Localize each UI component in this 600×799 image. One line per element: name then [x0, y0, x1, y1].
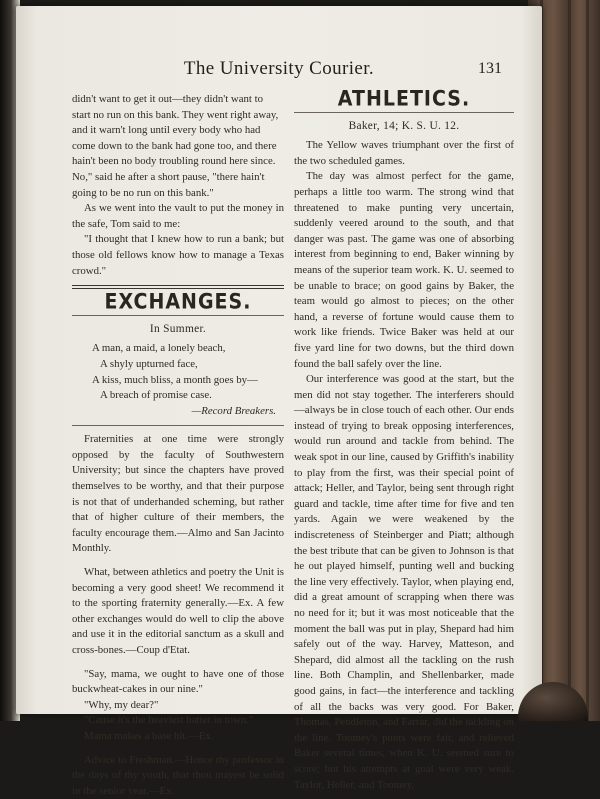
text-line: hain't been no body troubling round here since.	[72, 155, 276, 168]
text-line: No," said he after a short pause, "there hain't	[72, 170, 265, 183]
athletics-heading: ATHLETICS.	[337, 86, 471, 112]
athletics-paragraph: The day was almost perfect for the game, perhaps a little too warm. The strong wind that threatened to make punting very uncertain, suddenly veered around to the south, and that danger was past. The game was one of absorbing interest from beginning to end, Baker winning by means of the superior team work. K. U. seemed to be unable to brace; on good gains by Baker, the team would go almost to pieces; on the other hand, a reverse of fortune would cause them to work like friends. Twice Baker was held at our five yard line for two downs, but the third down found the ball safely over the line.	[294, 170, 514, 370]
text-line: start no run on this bank. They went right away,	[72, 108, 279, 121]
game-score-heading: Baker, 14; K. S. U. 12.	[348, 119, 460, 132]
poem-source: —Record Breakers.	[191, 404, 276, 417]
poem-line: A breach of promise case.	[100, 389, 212, 402]
text-line: and it warn't long until every body who had	[72, 124, 261, 137]
vault-paragraph: As we went into the vault to put the money in the safe, Tom said to me:	[72, 202, 284, 230]
book-page	[16, 6, 542, 797]
exchanges-heading: EXCHANGES.	[104, 289, 252, 315]
poem-line: A kiss, much bliss, a month goes by—	[92, 373, 258, 386]
unit-paragraph: What, between athletics and poetry the Unit is becoming a very good sheet! We recommend it to the sporting fraternity generally.—Ex. A few other exchanges would do well to clip the above and use it in the editorial sanctum as a skull and cross-bones.—Coup d'Etat.	[72, 566, 284, 656]
poem	[92, 341, 284, 419]
left-column	[72, 92, 284, 799]
dialogue-line: "Say, mama, we ought to have one of those buckwheat-cakes in our nine."	[72, 667, 284, 696]
spine-band	[568, 0, 571, 721]
poem-line: A man, a maid, a lonely beach,	[92, 342, 226, 355]
section-rule	[72, 285, 284, 286]
dialogue	[72, 667, 284, 745]
dialogue-line: Mama makes a base hit.—Ex.	[84, 729, 214, 742]
athletics-paragraph: Our interference was good at the start, but the men did not stay together. The interferers should—always be in close touch of each other. Our ends instead of trying to break opposing interferences, would run around and tackle from behind. The weak spot in our line, caused by Griffith's inability to play from the first, was their special point of attack; Heller, and Taylor, being sent through right guard and tackle, time after time for five and ten yards. Again we were weakened by the indiscreteness of Steinberger and Piatt; although the best tribute that can be given to Johnson is that he out played himself, punting well and bucking the line very effectively. Taylor, when playing end, did a great amount of scrapping when there was no need for it; but it was most noticeable that the moment the ball was put in play, Shepard had him safely out of the way. Harvey, Matteson, and Shepard, did almost all the tackling on the rush line. Both Champlin, and Shellenbarker, made good gains, in fact—the interference and tackling of all the backs was very good. For Baker, Thomas, Pendleton, and Farrar, did the tackling on the line. Toomey's punts were fair, and relieved Baker several times, when K. U. seemed sure to score; but his attempts at goal were very weak. Taylor, Heller, and Toomey,	[294, 373, 514, 791]
athletics-paragraph: The Yellow waves triumphant over the first of the two scheduled games.	[294, 139, 514, 167]
right-column	[294, 86, 514, 793]
fraternities-paragraph: Fraternities at one time were strongly opposed by the faculty of Southwestern University; but since the chapters have proved themselves to be worthy, and that their purpose is not that of underhanded scheming, but rather that of higher culture of their members, the faculty encourage them.—Almo and San Jacinto Monthly.	[72, 433, 284, 555]
text-line: going to be no run on this bank."	[72, 186, 214, 199]
quote-paragraph: "I thought that I knew how to run a bank; but those old fellows know how to manage a Texas crowd."	[72, 233, 284, 277]
text-line: didn't want to get it out—they didn't want to	[72, 93, 264, 105]
text-line: come down to the bank had gone too, and there	[72, 139, 277, 152]
story-continuation	[72, 92, 284, 201]
spine-band	[586, 0, 589, 721]
poem-line: A shyly upturned face,	[100, 357, 198, 370]
poem-title: In Summer.	[149, 322, 207, 335]
page-number: 131	[478, 60, 502, 77]
heading-rule	[72, 315, 284, 316]
running-head-title: The University Courier.	[183, 58, 375, 79]
dialogue-line: "Cause it's the heaviest batter in town."	[84, 714, 254, 727]
advice-paragraph: Advice to Freshman.—Honor thy professor in the days of thy youth, that thou mayest be solid in the senior year.—Ex.	[72, 753, 284, 797]
divider-rule	[72, 425, 284, 426]
dialogue-line: "Why, my dear?"	[84, 698, 159, 711]
heading-rule	[294, 112, 514, 113]
